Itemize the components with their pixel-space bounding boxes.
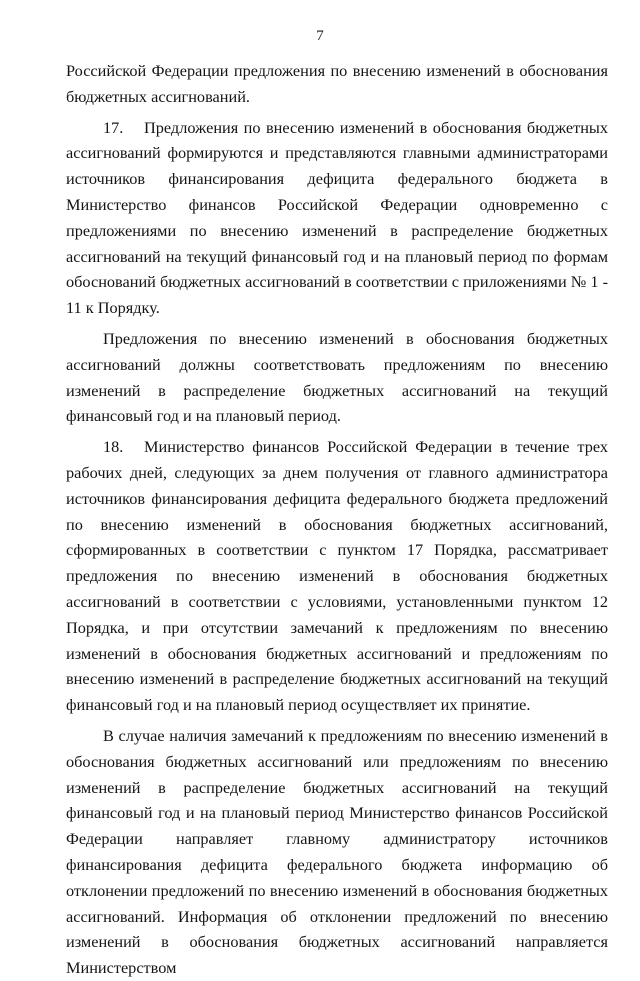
paragraph-item-18 <box>66 434 608 718</box>
paragraph-text: Российской Федерации предложения по внесению изменений в обоснования бюджетных ассигнований. <box>66 61 608 106</box>
paragraph-number: 18. <box>103 437 124 457</box>
paragraph-requirements <box>66 326 608 429</box>
paragraph-item-17 <box>66 115 608 321</box>
paragraph-continuation <box>66 58 608 110</box>
paragraph-remarks <box>66 723 608 981</box>
paragraph-number: 17. <box>103 117 124 137</box>
paragraph-text: В случае наличия замечаний к предложениям по внесению изменений в обоснования бюджетных ассигнований или предложениям по внесению изменений в распределение бюджетных ассигнований на текущий финансовый год и на плановый период Министерство финансов Российской Федерации направляет главному администратору источников финансирования дефицита федерального бюджета информацию об отклонении предложений по внесению изменений в обоснования бюджетных ассигнований. Информация об отклонении предложений по внесению изменений в обоснования бюджетных ассигнований направляется Министерством <box>66 725 608 978</box>
paragraph-text: Министерство финансов Российской Федерации в течение трех рабочих дней, следующих за днем получения от главного администратора источников финансирования дефицита федерального бюджета предложений по внесению изменений в обоснования бюджетных ассигнований, сформированных в соответствии с пунктом 17 Порядка, рассматривает предложения по внесению изменений в обоснования бюджетных ассигнований в соответствии с условиями, установленными пунктом 12 Порядка, и при отсутствии замечаний к предложениям по внесению изменений в обоснования бюджетных ассигнований и предложениям по внесению изменений в распределение бюджетных ассигнований на текущий финансовый год и на плановый период осуществляет их принятие. <box>66 437 608 715</box>
page-number: 7 <box>316 28 324 44</box>
paragraph-text: Предложения по внесению изменений в обоснования бюджетных ассигнований формируются и представляются главными администраторами источников финансирования дефицита федерального бюджета в Министерство финансов Российской Федерации одновременно с предложениями по внесению изменений в распределение бюджетных ассигнований на текущий финансовый год и на плановый период по формам обоснований бюджетных ассигнований в соответствии с приложениями № 1 - 11 к Порядку. <box>66 117 608 318</box>
document-body <box>66 58 608 981</box>
paragraph-text: Предложения по внесению изменений в обоснования бюджетных ассигнований должны соответствовать предложениям по внесению изменений в распределение бюджетных ассигнований на текущий финансовый год и на плановый период. <box>66 328 608 426</box>
